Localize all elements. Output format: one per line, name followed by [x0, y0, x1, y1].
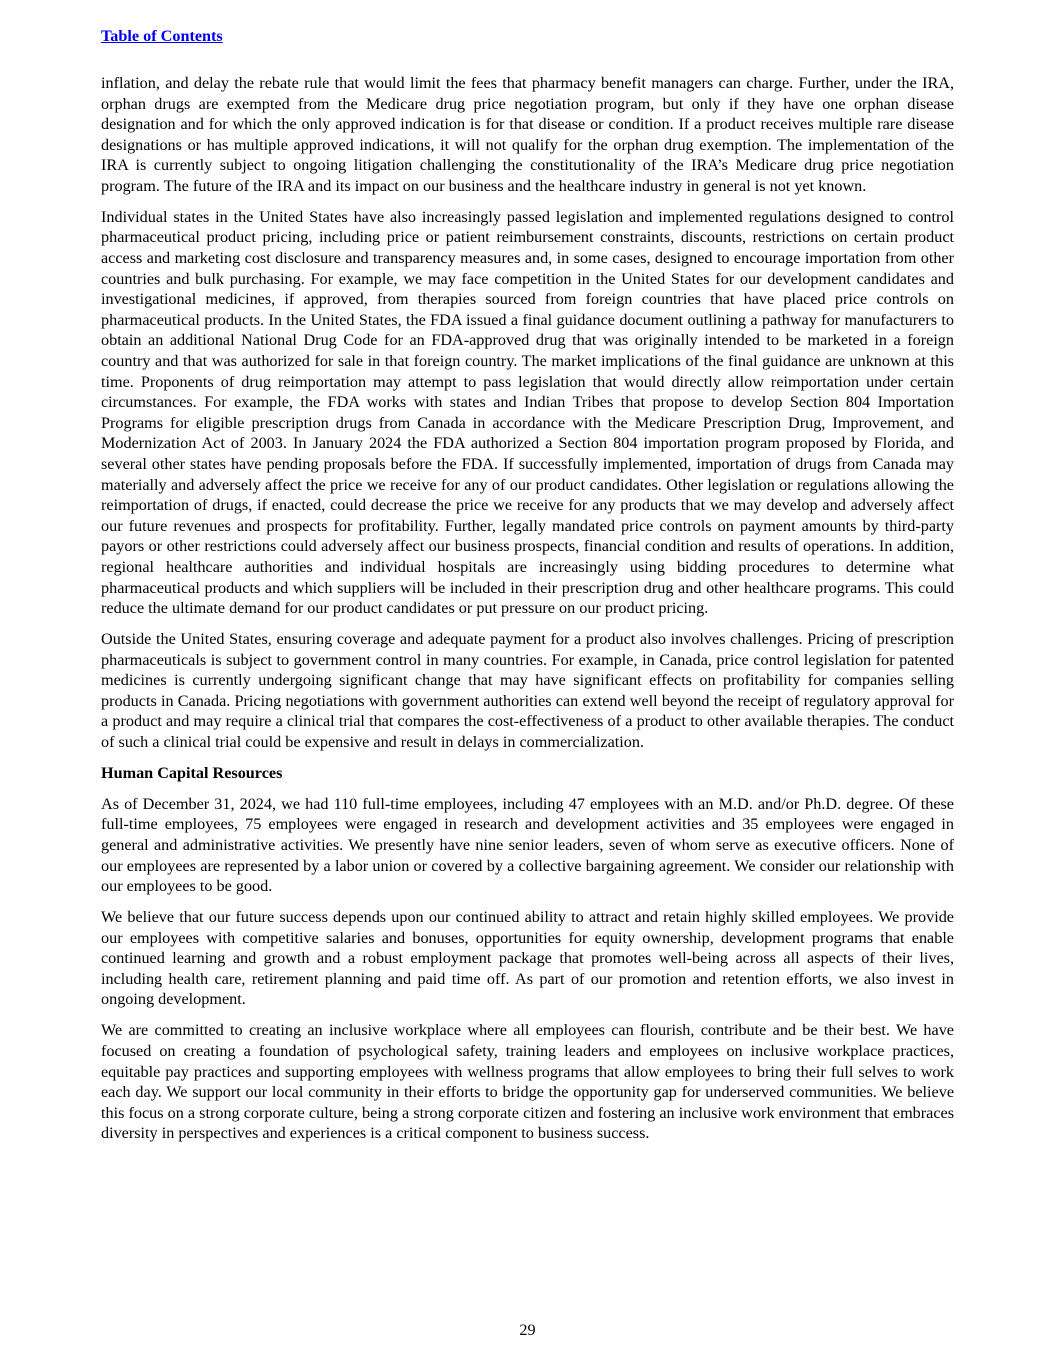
paragraph-retention: We believe that our future success depends upon our continued ability to attract and retain highly skilled employees. We provide our employees with competitive salaries and bonuses, opportunities for equity ownership, development programs that enable continued learning and growth and a robust employment package that promotes well-being across all aspects of their lives, including health care, retirement planning and paid time off. As part of our promotion and retention efforts, we also invest in ongoing development.: [101, 908, 954, 1009]
paragraph-inclusive-workplace: We are committed to creating an inclusive workplace where all employees can flourish, contribute and be their best. We have focused on creating a foundation of psychological safety, training leaders and employees on inclusive workplace practices, equitable pay practices and supporting employees with wellness programs that allow employees to bring their full selves to work each day. We support our local community in their efforts to bridge the opportunity gap for underserved communities. We believe this focus on a strong corporate culture, being a strong corporate citizen and fostering an inclusive work environment that embraces diversity in perspectives and experiences is a critical component to business success.: [101, 1021, 954, 1143]
paragraph-ira-orphan-drugs: inflation, and delay the rebate rule that would limit the fees that pharmacy benefit managers can charge. Further, under the IRA, orphan drugs are exempted from the Medicare drug price negotiation program, but only if they have one orphan disease designation and for which the only approved indication is for that disease or condition. If a product receives multiple rare disease designations or has multiple approved indications, it will not qualify for the orphan drug exemption. The implementation of the IRA is currently subject to ongoing litigation challenging the constitutionality of the IRA’s Medicare drug price negotiation program. The future of the IRA and its impact on our business and the healthcare industry in general is not yet known.: [101, 74, 954, 195]
table-of-contents-link[interactable]: Table of Contents: [101, 27, 223, 45]
paragraph-employee-count: As of December 31, 2024, we had 110 full-time employees, including 47 employees with an M.D. and/or Ph.D. degree. Of these full-time employees, 75 employees were engaged in research and development activities and 35 employees were engaged in general and administrative activities. We presently have nine senior leaders, seven of whom serve as executive officers. None of our employees are represented by a labor union or covered by a collective bargaining agreement. We consider our relationship with our employees to be good.: [101, 794, 954, 896]
section-heading-human-capital: Human Capital Resources: [101, 763, 283, 782]
body-text: [101, 73, 954, 1154]
paragraph-state-legislation: Individual states in the United States have also increasingly passed legislation and implemented regulations designed to control pharmaceutical product pricing, including price or patient reimbursement constraints, discounts, restrictions on certain product access and marketing cost disclosure and transparency measures and, in some cases, designed to encourage importation from other countries and bulk purchasing. For example, we may face competition in the United States for our development candidates and investigational medicines, if approved, from therapies sourced from foreign countries that have placed price controls on pharmaceutical products. In the United States, the FDA issued a final guidance document outlining a pathway for manufacturers to obtain an additional National Drug Code for an FDA-approved drug that was originally intended to be marketed in a foreign country and that was authorized for sale in that foreign country. The market implications of the final guidance are unknown at this time. Proponents of drug reimportation may attempt to pass legislation that would directly allow reimportation under certain circumstances. For example, the FDA works with states and Indian Tribes that propose to develop Section 804 Importation Programs for eligible prescription drugs from Canada in accordance with the Medicare Prescription Drug, Improvement, and Modernization Act of 2003. In January 2024 the FDA authorized a Section 804 importation program proposed by Florida, and several other states have pending proposals before the FDA. If successfully implemented, importation of drugs from Canada may materially and adversely affect the price we receive for any of our product candidates. Other legislation or regulations allowing the reimportation of drugs, if enacted, could decrease the price we receive for any products that we may develop and adversely affect our future revenues and prospects for profitability. Further, legally mandated price controls on payment amounts by third-party payors or other restrictions could adversely affect our business prospects, financial condition and results of operations. In addition, regional healthcare authorities and individual hospitals are increasingly using bidding procedures to determine what pharmaceutical products and which suppliers will be included in their prescription drug and other healthcare programs. This could reduce the ultimate demand for our product candidates or put pressure on our product pricing.: [101, 207, 954, 618]
paragraph-outside-us-pricing: Outside the United States, ensuring coverage and adequate payment for a product also involves challenges. Pricing of prescription pharmaceuticals is subject to government control in many countries. For example, in Canada, price control legislation for patented medicines is currently undergoing significant change that may have significant effects on profitability for companies selling products in Canada. Pricing negotiations with government authorities can extend well beyond the receipt of regulatory approval for a product and may require a clinical trial that compares the cost-effectiveness of a product to other available therapies. The conduct of such a clinical trial could be expensive and result in delays in commercialization.: [101, 630, 954, 751]
page-number: 29: [519, 1321, 536, 1339]
